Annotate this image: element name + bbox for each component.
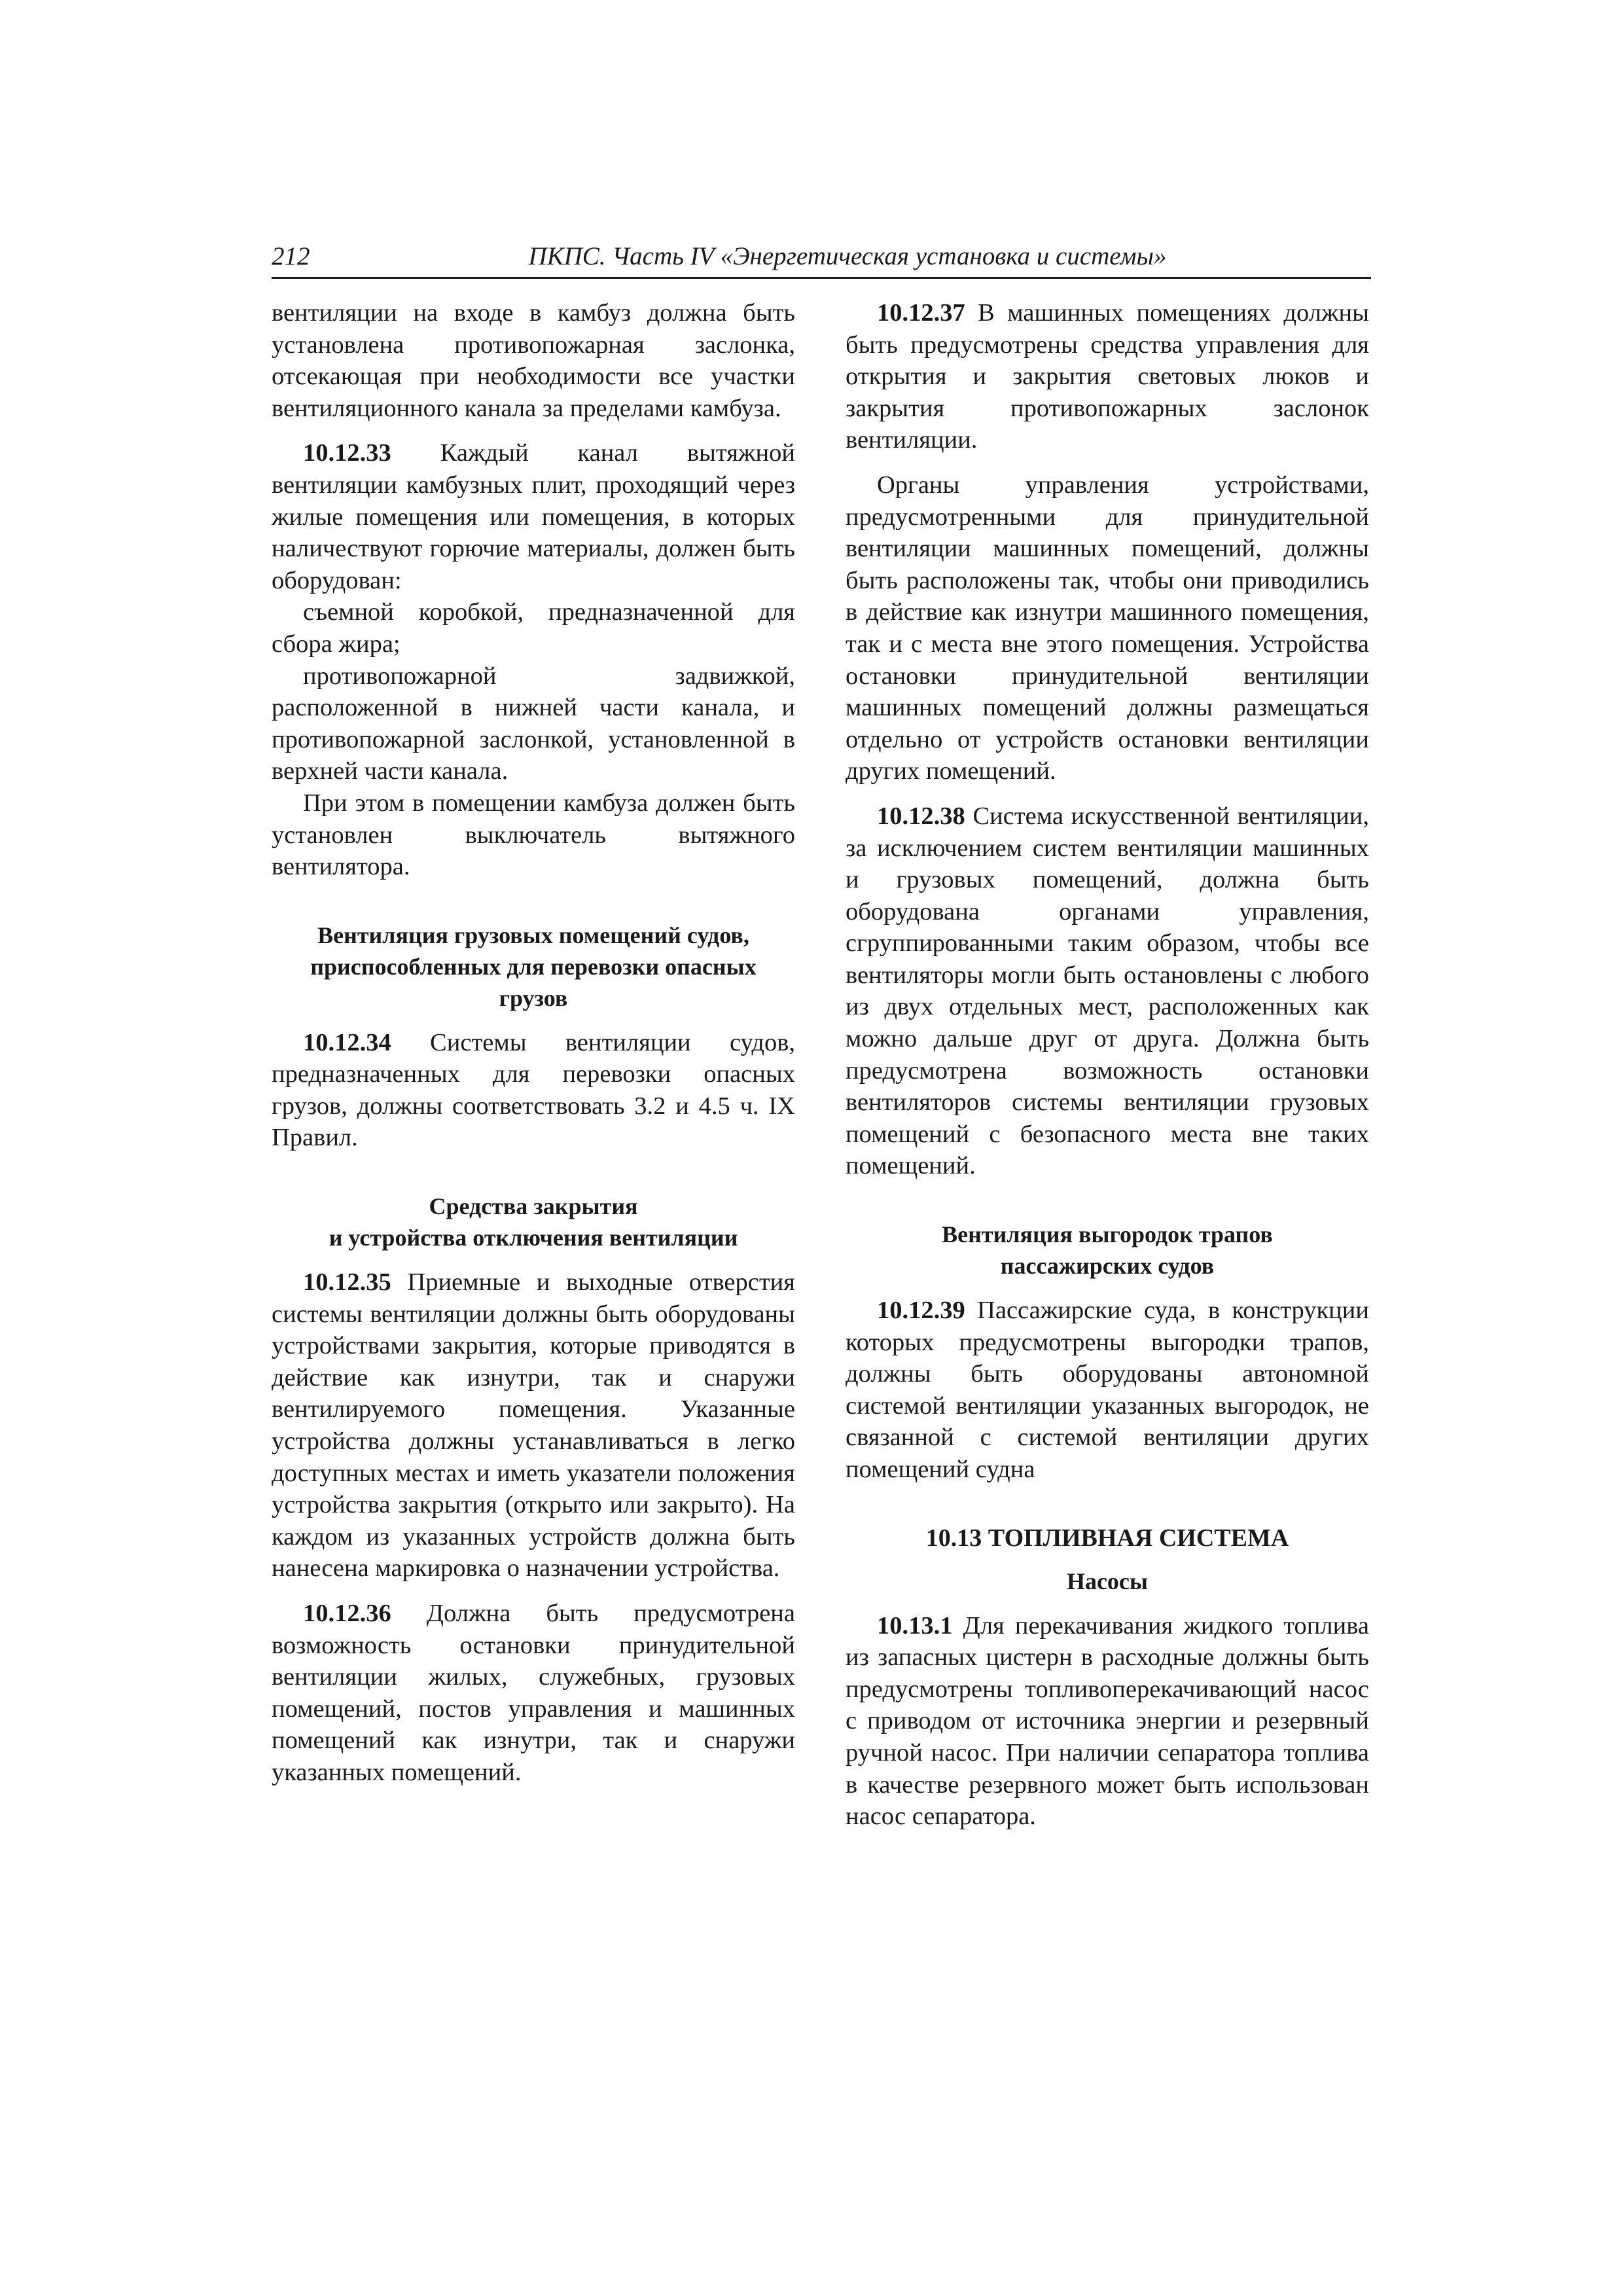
section-heading-cargo-ventilation: Вентиляция грузовых помещений судов, приспособленных для перевозки опасных грузов	[310, 922, 757, 1011]
clause-10-12-35: 10.12.35 Приемные и выходные отверстия системы вентиляции должны быть оборудованы устройствами закрытия, которые приводятся в действие как изнутри, так и снаружи вентилируемого помещения. Указанные устройства должны устанавливаться в легко доступных местах и иметь указатели положения устройства закрытия (открыто или закрыто). На каждом из указанных устройств должна быть нанесена маркировка о назначении устройства.	[272, 1268, 795, 1583]
list-item: противопожарной задвижкой, расположенной в нижней части канала, и противопожарной заслонкой, установленной в верхней части канала.	[272, 662, 795, 785]
clause-10-12-34: 10.12.34 Системы вентиляции судов, предназначенных для перевозки опасных грузов, должны соответствовать 3.2 и 4.5 ч. IX Правил.	[272, 1028, 795, 1152]
paragraph: При этом в помещении камбуза должен быть установлен выключатель вытяжного вентилятора.	[272, 789, 795, 881]
list-item: съемной коробкой, предназначенной для сбора жира;	[272, 598, 795, 658]
paragraph: Органы управления устройствами, предусмотренными для принудительной вентиляции машинных помещений, должны быть расположены так, чтобы они приводились в действие как изнутри машинного помещения, так и с места вне этого помещения. Устройства остановки принудительной вентиляции машинных помещений должны размещаться отдельно от устройств остановки вентиляции других помещений.	[846, 471, 1369, 785]
clause-10-12-33: 10.12.33 Каждый канал вытяжной вентиляции камбузных плит, проходящий через жилые помещения или помещения, в которых наличествуют горючие материалы, должен быть оборудован:	[272, 439, 795, 594]
clause-10-13-1: 10.13.1 Для перекачивания жидкого топлива из запасных цистерн в расходные должны быть предусмотрены топливоперекачивающий насос с приводом от источника энергии и резервный ручной насос. При наличии сепаратора топлива в качестве резервного может быть использован насос сепаратора.	[846, 1611, 1369, 1831]
page-number: 212	[272, 242, 310, 270]
section-heading-pumps: Насосы	[1066, 1568, 1149, 1594]
chapter-heading-fuel-system: 10.13 ТОПЛИВНАЯ СИСТЕМА	[925, 1524, 1289, 1552]
clause-number: 10.12.39	[877, 1297, 965, 1325]
clause-number: 10.12.35	[303, 1268, 391, 1297]
clause-number: 10.13.1	[877, 1611, 953, 1640]
section-heading-stair-enclosures: Вентиляция выгородок трапов пассажирских судов	[942, 1221, 1273, 1280]
running-title: ПКПС. Часть IV «Энергетическая установка и системы»	[528, 242, 1167, 270]
right-column	[846, 297, 1369, 1833]
clause-number: 10.12.36	[303, 1600, 391, 1627]
clause-10-12-39: 10.12.39 Пассажирские суда, в конструкции которых предусмотрены выгородки трапов, должны быть оборудованы автономной системой вентиляции указанных выгородок, не связанной с системой вентиляции других помещений судна	[846, 1297, 1369, 1483]
clause-10-12-36: 10.12.36 Должна быть предусмотрена возможность остановки принудительной вентиляции жилых, служебных, грузовых помещений, постов управления и машинных помещений как изнутри, так и снаружи указанных помещений.	[272, 1600, 795, 1786]
clause-10-12-37: 10.12.37 В машинных помещениях должны быть предусмотрены средства управления для открытия и закрытия световых люков и закрытия противопожарных заслонок вентиляции.	[846, 299, 1369, 454]
clause-number: 10.12.38	[877, 802, 965, 830]
left-column	[272, 297, 795, 1789]
clause-10-12-38: 10.12.38 Система искусственной вентиляции, за исключением систем вентиляции машинных и грузовых помещений, должна быть оборудована органами управления, сгруппированными таким образом, чтобы все вентиляторы могли быть остановлены с любого из двух отдельных мест, расположенных как можно дальше друг от друга. Должна быть предусмотрена возможность остановки вентиляторов системы вентиляции грузовых помещений с безопасного места вне таких помещений.	[846, 802, 1369, 1180]
section-heading-closing-devices: Средства закрытия и устройства отключения вентиляции	[329, 1193, 738, 1251]
paragraph-continued: вентиляции на входе в камбуз должна быть установлена противопожарная заслонка, отсекающая при необходимости все участки вентиляционного канала за пределами камбуза.	[272, 299, 795, 422]
clause-number: 10.12.37	[877, 299, 965, 327]
clause-number: 10.12.34	[303, 1028, 391, 1056]
clause-number: 10.12.33	[303, 439, 391, 467]
page-header	[272, 239, 1371, 279]
